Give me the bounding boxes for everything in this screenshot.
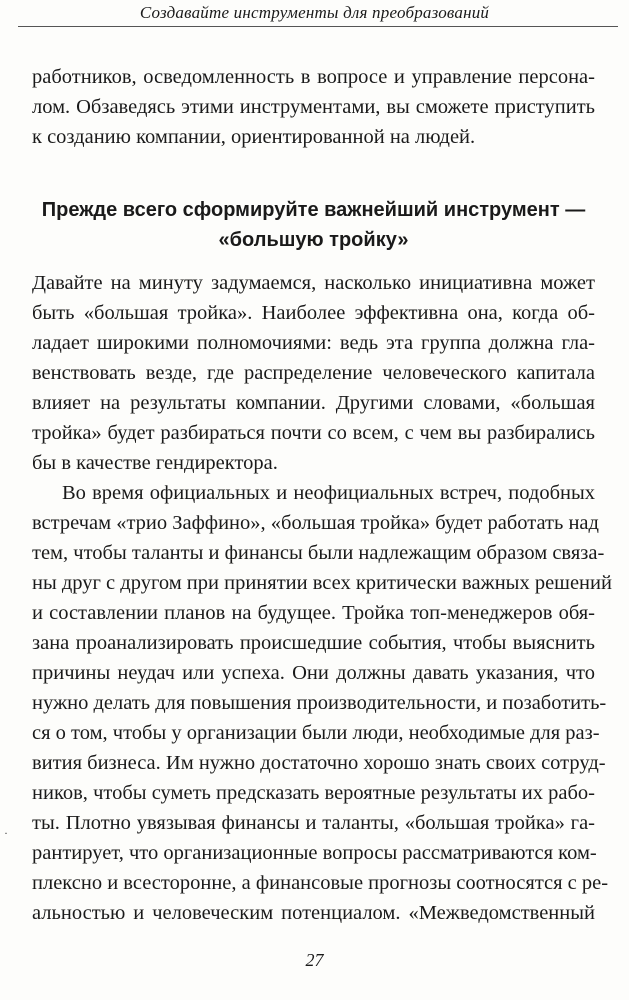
text-line: встречам «трио Заффино», «большая тройка» будет работать над — [32, 512, 599, 534]
text-line: рантирует, что организационные вопросы рассматриваются ком- — [32, 842, 597, 864]
text-line: Во время официальных и неофициальных встреч, подобных — [62, 482, 595, 504]
text-line: и составлении планов на будущее. Тройка топ-менеджеров обя- — [32, 602, 595, 624]
margin-dot-mark: · — [4, 826, 8, 840]
page-number: 27 — [305, 950, 324, 970]
text-line: бы в качестве гендиректора. — [32, 452, 278, 474]
text-line: тем, чтобы таланты и финансы были надлежащим образом связа- — [32, 542, 605, 564]
text-line: венствовать везде, где распределение человеческого капитала — [32, 362, 595, 384]
text-line: альностью и человеческим потенциалом. «Межведомственный — [32, 902, 595, 924]
header-divider — [18, 26, 618, 27]
section-heading-line: Прежде всего сформируйте важнейший инструмент — — [41, 199, 586, 221]
running-header: Создавайте инструменты для преобразований — [139, 3, 490, 22]
text-line: ты. Плотно увязывая финансы и таланты, «большая тройка» га- — [32, 812, 595, 834]
text-line: ны друг с другом при принятии всех критически важных решений — [32, 572, 612, 594]
text-line: ся о том, чтобы у организации были люди, необходимые для раз- — [32, 722, 600, 744]
text-line: ладает широкими полномочиями: ведь эта группа должна гла- — [32, 332, 595, 354]
text-line: к созданию компании, ориентированной на людей. — [32, 126, 476, 148]
text-line: быть «большая тройка». Наиболее эффективна она, когда об- — [32, 302, 595, 324]
text-line: ников, чтобы суметь предсказать вероятные результаты их рабо- — [32, 782, 595, 804]
text-line: зана проанализировать происшедшие события, чтобы выяснить — [32, 632, 595, 654]
text-line: Давайте на минуту задумаемся, насколько инициативна может — [32, 272, 595, 294]
text-line: работников, осведомленность в вопросе и управление персона- — [32, 66, 595, 88]
text-line: нужно делать для повышения производительности, и позаботить- — [32, 692, 607, 714]
text-line: причины неудач или успеха. Они должны давать указания, что — [32, 662, 595, 684]
text-line: вития бизнеса. Им нужно достаточно хорошо знать своих сотруд- — [32, 752, 606, 774]
text-line: тройка» будет разбираться почти со всем, с чем вы разбирались — [32, 422, 595, 444]
text-line: влияет на результаты компании. Другими словами, «большая — [32, 392, 595, 414]
section-heading-line: «большую тройку» — [218, 229, 409, 251]
text-line: плексно и всесторонне, а финансовые прогнозы соотносятся с ре- — [32, 872, 609, 894]
text-line: лом. Обзаведясь этими инструментами, вы сможете приступить — [32, 96, 595, 118]
